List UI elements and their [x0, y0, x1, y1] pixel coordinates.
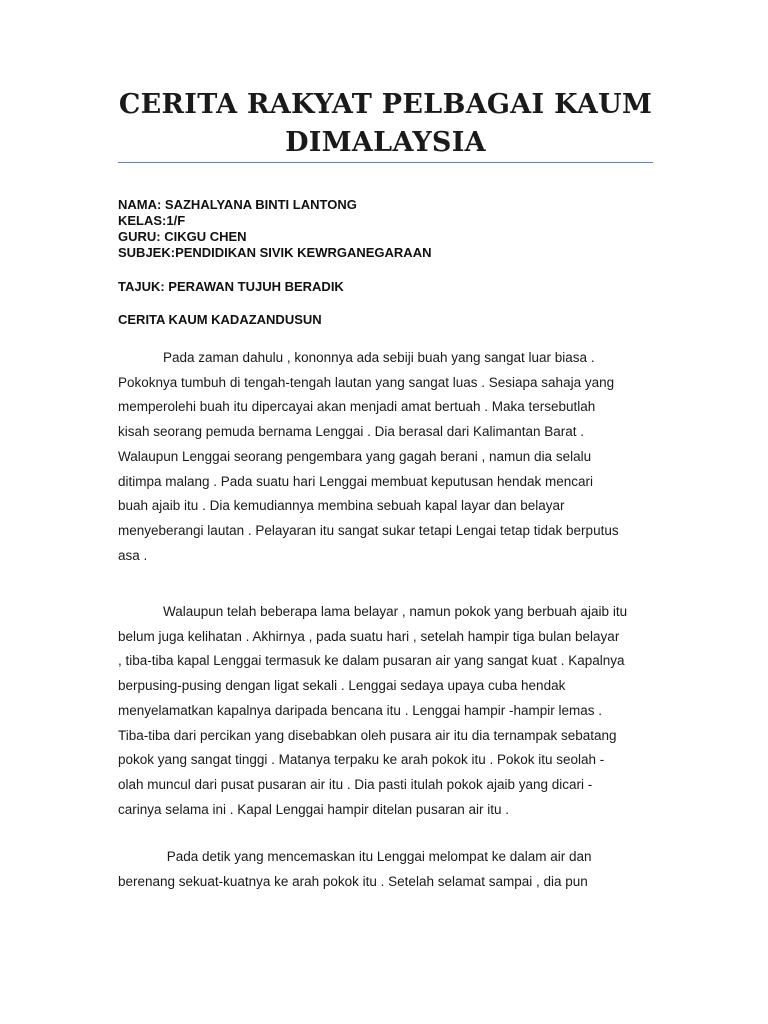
paragraph-line: carinya selama ini . Kapal Lenggai hampir ditelan pusaran air itu .: [118, 801, 509, 817]
story-origin: CERITA KAUM KADAZANDUSUN: [118, 312, 322, 327]
paragraph-line: Tiba-tiba dari percikan yang disebabkan oleh pusara air itu dia ternampak sebatang: [118, 727, 617, 743]
paragraph-line: Pada zaman dahulu , kononnya ada sebiji buah yang sangat luar biasa .: [118, 350, 595, 365]
paragraph-line: olah muncul dari pusat pusaran air itu . Dia pasti itulah pokok ajaib yang dicari -: [118, 776, 593, 792]
paragraph-line: Pada detik yang mencemaskan itu Lenggai melompat ke dalam air dan: [118, 849, 592, 864]
student-info: [118, 197, 431, 261]
paragraph-line: berpusing-pusing dengan ligat sekali . Lenggai sedaya upaya cuba hendak: [118, 678, 566, 694]
paragraph-2: [118, 600, 653, 822]
paragraph-3: [118, 845, 653, 894]
document-title: [118, 86, 653, 162]
paragraph-line: pokok yang sangat tinggi . Matanya terpaku ke arah pokok itu . Pokok itu seolah -: [118, 752, 605, 768]
paragraph-line: , tiba-tiba kapal Lenggai termasuk ke dalam pusaran air yang sangat kuat . Kapalnya: [118, 653, 625, 669]
paragraph-line: belum juga kelihatan . Akhirnya , pada suatu hari , setelah hampir tiga bulan belayar: [118, 628, 620, 644]
paragraph-line: Walaupun telah beberapa lama belayar , namun pokok yang berbuah ajaib itu: [118, 604, 628, 619]
paragraph-line: buah ajaib itu . Dia kemudiannya membina sebuah kapal layar dan belayar: [118, 498, 565, 514]
student-class: KELAS:1/F: [118, 213, 186, 228]
paragraph-line: memperolehi buah itu dipercayai akan menjadi amat bertuah . Maka tersebutlah: [118, 399, 596, 415]
paragraph-line: asa .: [118, 547, 148, 563]
title-line-2: DIMALAYSIA: [285, 127, 486, 158]
paragraph-line: ditimpa malang . Pada suatu hari Lenggai membuat keputusan hendak mencari: [118, 473, 594, 489]
teacher-name: GURU: CIKGU CHEN: [118, 229, 247, 244]
title-line-1: CERITA RAKYAT PELBAGAI KAUM: [118, 89, 653, 120]
story-title: TAJUK: PERAWAN TUJUH BERADIK: [118, 279, 344, 294]
paragraph-line: menyeberangi lautan . Pelayaran itu sangat sukar tetapi Lengai tetap tidak berputus: [118, 522, 619, 538]
paragraph-line: berenang sekuat-kuatnya ke arah pokok itu . Setelah selamat sampai , dia pun: [118, 873, 588, 889]
paragraph-line: menyelamatkan kapalnya daripada bencana itu . Lenggai hampir -hampir lemas .: [118, 702, 603, 718]
paragraph-line: Walaupun Lenggai seorang pengembara yang gagah berani , namun dia selalu: [118, 448, 592, 464]
paragraph-line: kisah seorang pemuda bernama Lenggai . Dia berasal dari Kalimantan Barat .: [118, 424, 585, 440]
title-divider: [118, 162, 653, 163]
paragraph-1: [118, 346, 653, 568]
student-name: NAMA: SAZHALYANA BINTI LANTONG: [118, 197, 357, 212]
subject: SUBJEK:PENDIDIKAN SIVIK KEWRGANEGARAAN: [118, 245, 432, 260]
paragraph-line: Pokoknya tumbuh di tengah-tengah lautan yang sangat luas . Sesiapa sahaja yang: [118, 374, 615, 390]
